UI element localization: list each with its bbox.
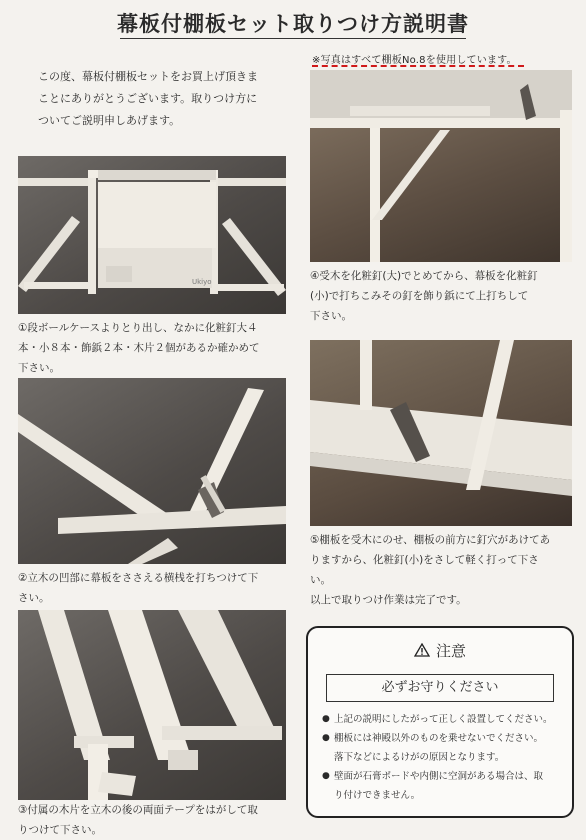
bracket-illustration <box>310 70 572 262</box>
woodblock-illustration <box>18 610 286 800</box>
caution-item <box>322 729 562 767</box>
photo-step-2 <box>18 378 286 564</box>
caption-line: ②立木の凹部に幕板をささえる横桟を打ちつけて下 <box>18 572 259 584</box>
photo-step-3 <box>18 610 286 800</box>
caption-line: い。 <box>310 574 331 586</box>
caption-step-5 <box>310 530 578 610</box>
caution-heading-text: 注意 <box>435 642 466 660</box>
warning-triangle-icon <box>414 643 430 657</box>
caption-line: 以上で取りつけ作業は完了です。 <box>310 594 467 606</box>
caption-step-1 <box>18 318 294 378</box>
caption-line: ③付属の木片を立木の後の両面テープをはがして取 <box>18 804 258 816</box>
intro-line: この度、幕板付棚板セットをお買上げ頂きま <box>38 70 258 83</box>
caption-line: 本・小８本・飾鋲２本・木片２個があるか確かめて <box>18 342 260 354</box>
caption-line: 下さい。 <box>310 310 352 322</box>
caption-step-4 <box>310 266 578 326</box>
intro-text <box>38 66 278 132</box>
brand-label: Ukiyo <box>192 278 212 286</box>
caption-line: ⑤棚板を受木にのせ、棚板の前方に釘穴があけてあ <box>310 534 551 546</box>
photo-note: ※写真はすべて棚板No.8を使用しています。 <box>312 55 517 66</box>
shelf-illustration <box>310 340 572 526</box>
photo-step-4 <box>310 70 572 262</box>
caption-line: りつけて下さい。 <box>18 824 102 836</box>
caution-line: ● 棚板には神殿以外のものを乗せないでください。 <box>334 733 544 744</box>
crossbar-illustration <box>18 378 286 564</box>
photo-step-1 <box>18 156 286 314</box>
caption-line: さい。 <box>18 592 50 604</box>
photo-step-5 <box>310 340 572 526</box>
photo-note-underline <box>312 65 524 67</box>
caution-subheading: 必ずお守りください <box>326 674 554 702</box>
caution-item <box>322 767 562 805</box>
caution-item <box>322 710 562 729</box>
caption-line: ①段ボールケースよりとり出し、なかに化粧釘大４ <box>18 322 258 334</box>
caution-list <box>322 710 562 805</box>
caption-step-3 <box>18 800 294 840</box>
intro-line: ことにありがとうございます。取りつけ方に <box>38 92 258 105</box>
title-underline <box>120 38 466 39</box>
intro-line: ついてご説明申しあげます。 <box>38 114 181 127</box>
caution-line: ● 壁面が石膏ボードや内側に空洞がある場合は、取 <box>334 771 544 782</box>
caution-line: 落下などによるけがの原因となります。 <box>334 752 505 763</box>
page-title: 幕板付棚板セット取りつけ方説明書 <box>117 12 469 36</box>
caution-line: り付けできません。 <box>334 790 421 801</box>
caution-box <box>306 626 574 818</box>
caption-step-2 <box>18 568 294 608</box>
caption-line: 下さい。 <box>18 362 60 374</box>
caution-heading <box>308 640 572 661</box>
caption-line: ④受木を化粧釘(大)でとめてから、幕板を化粧釘 <box>310 270 538 282</box>
parts-illustration <box>18 156 286 314</box>
caption-line: (小)で打ちこみその釘を飾り鋲にて上打ちして <box>310 290 529 302</box>
caution-line: ● 上記の説明にしたがって正しく設置してください。 <box>334 714 553 725</box>
caption-line: りますから、化粧釘(小)をさして軽く打って下さ <box>310 554 539 566</box>
